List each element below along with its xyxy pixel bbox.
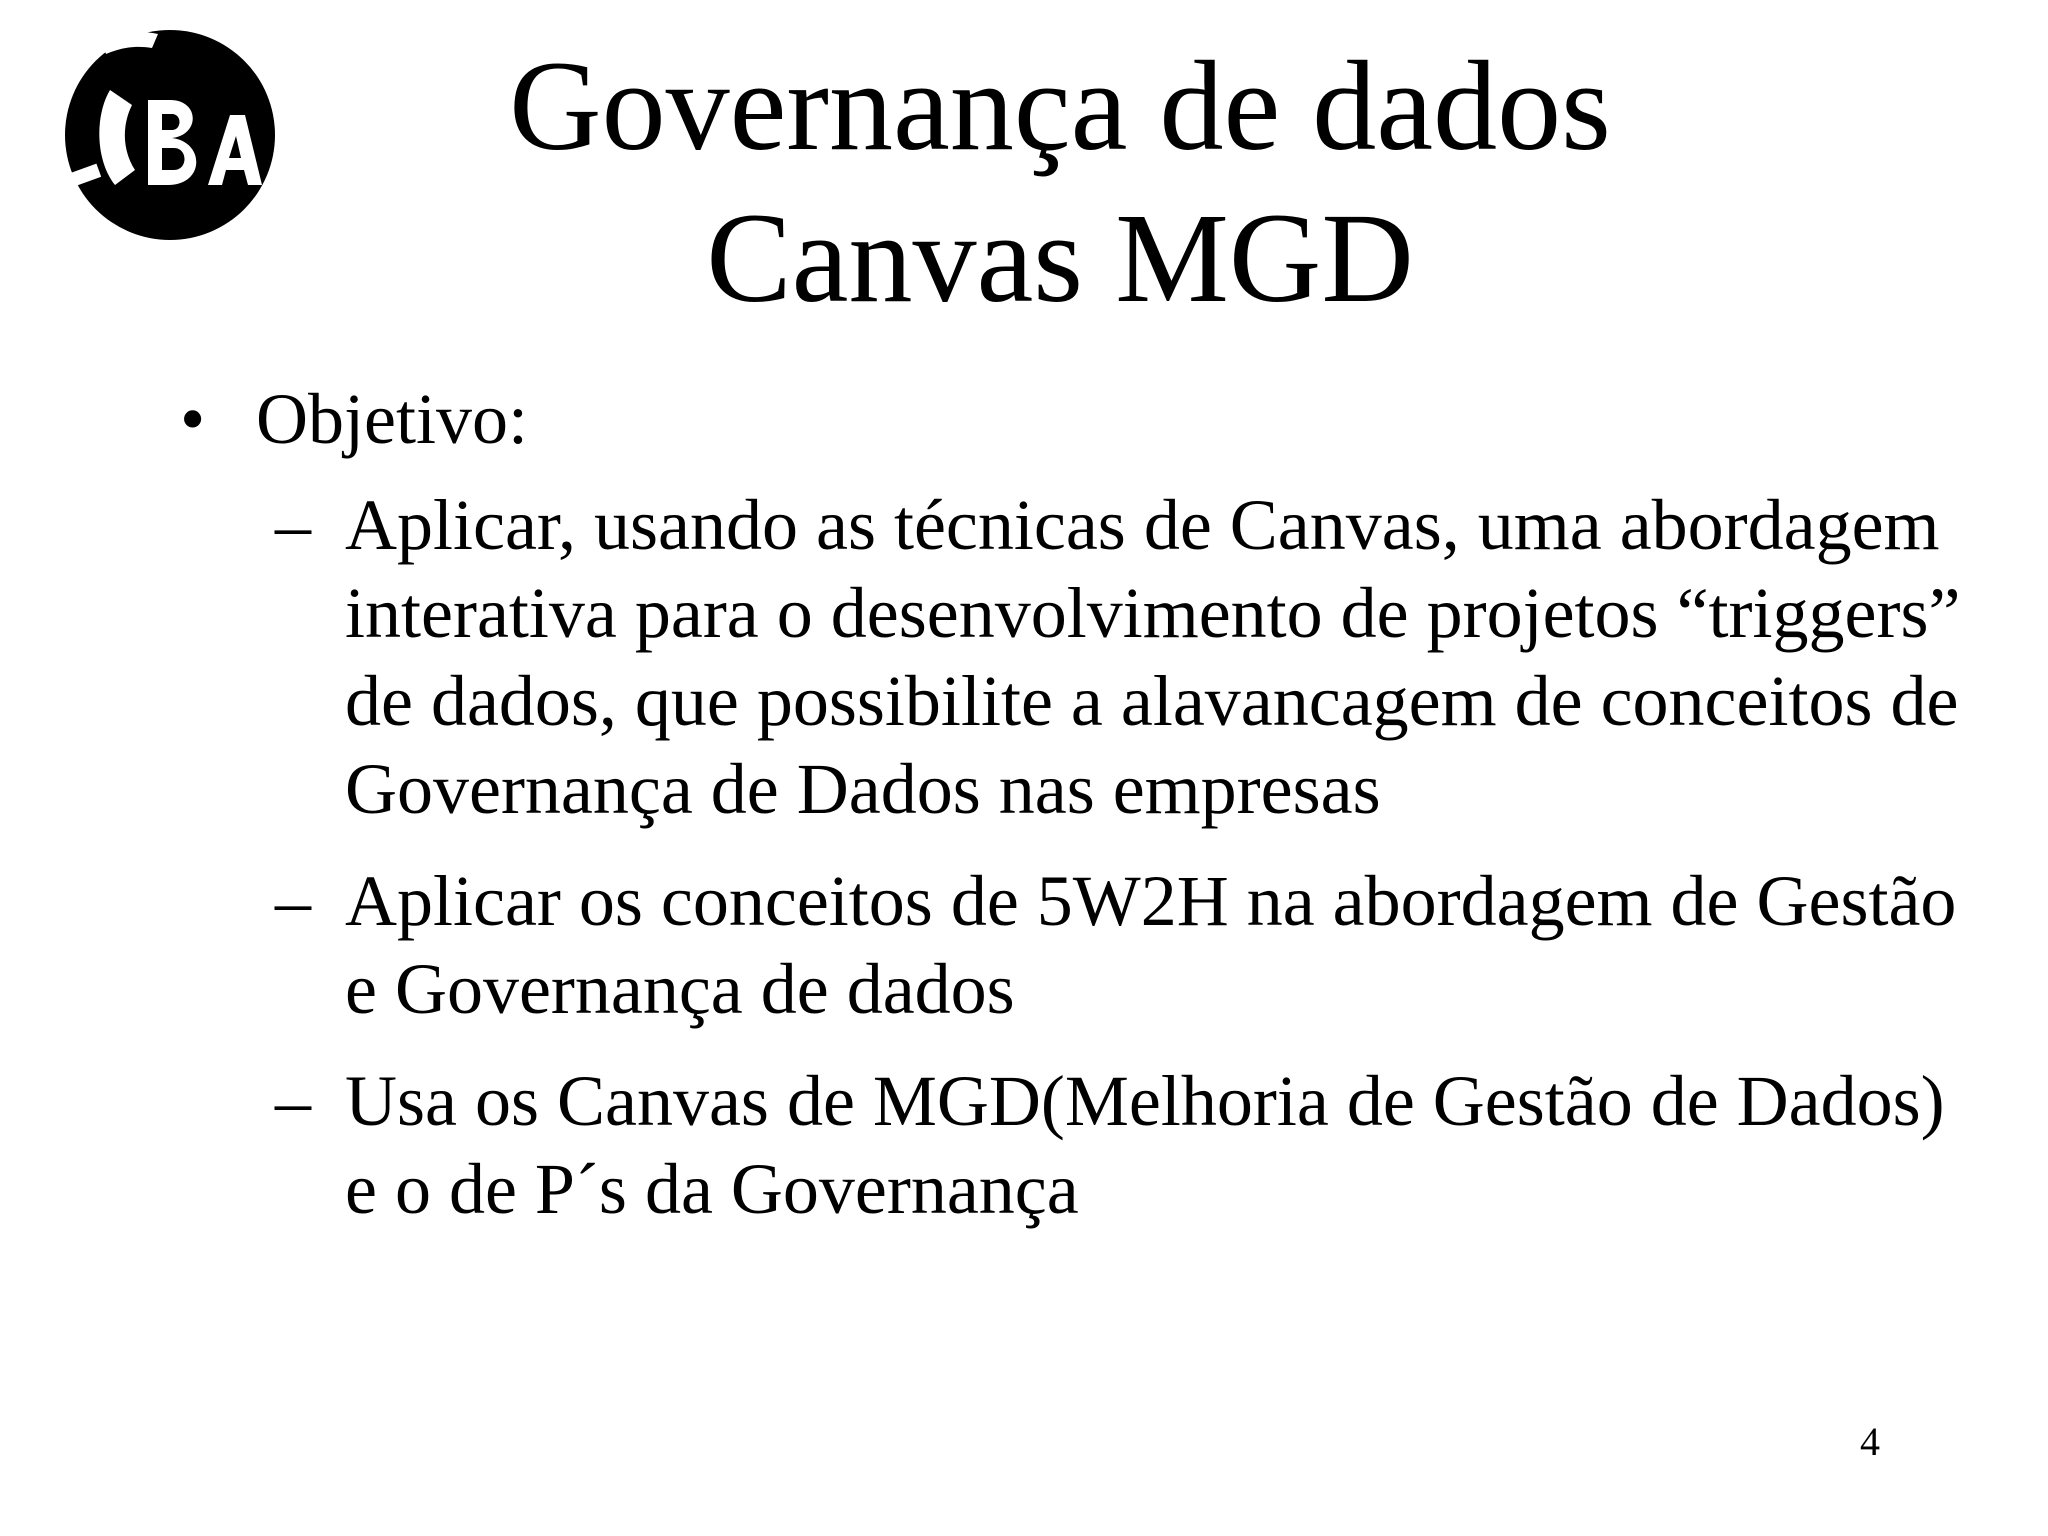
title-line-1: Governança de dados (509, 35, 1611, 177)
dash-icon: – (275, 1061, 311, 1141)
bullet-label: Objetivo: (256, 379, 528, 459)
slide-title (360, 30, 1760, 334)
sub-bullet-text: Usa os Canvas de MGD(Melhoria de Gestão de Dados) e o de P´s da Governança (345, 1061, 1945, 1229)
sub-bullet-list (170, 481, 1970, 1233)
sub-bullet-text: Aplicar, usando as técnicas de Canvas, uma abordagem interativa para o desenvolvimento de projetos “triggers” de dados, que possibilite a alavancagem de conceitos de Governança de Dados nas empresas (345, 485, 1961, 829)
bullet-dot-icon: • (180, 379, 206, 459)
dash-icon: – (275, 861, 311, 941)
title-line-2: Canvas MGD (706, 187, 1414, 329)
page-number: 4 (1860, 1419, 1880, 1464)
sub-bullet-item (170, 857, 1970, 1033)
dash-icon: – (275, 485, 311, 565)
bullet-objetivo (170, 375, 1970, 463)
slide-body (170, 375, 1970, 1257)
sub-bullet-item (170, 481, 1970, 833)
cba-logo (40, 20, 280, 260)
sub-bullet-text: Aplicar os conceitos de 5W2H na abordagem de Gestão e Governança de dados (345, 861, 1957, 1029)
sub-bullet-item (170, 1057, 1970, 1233)
